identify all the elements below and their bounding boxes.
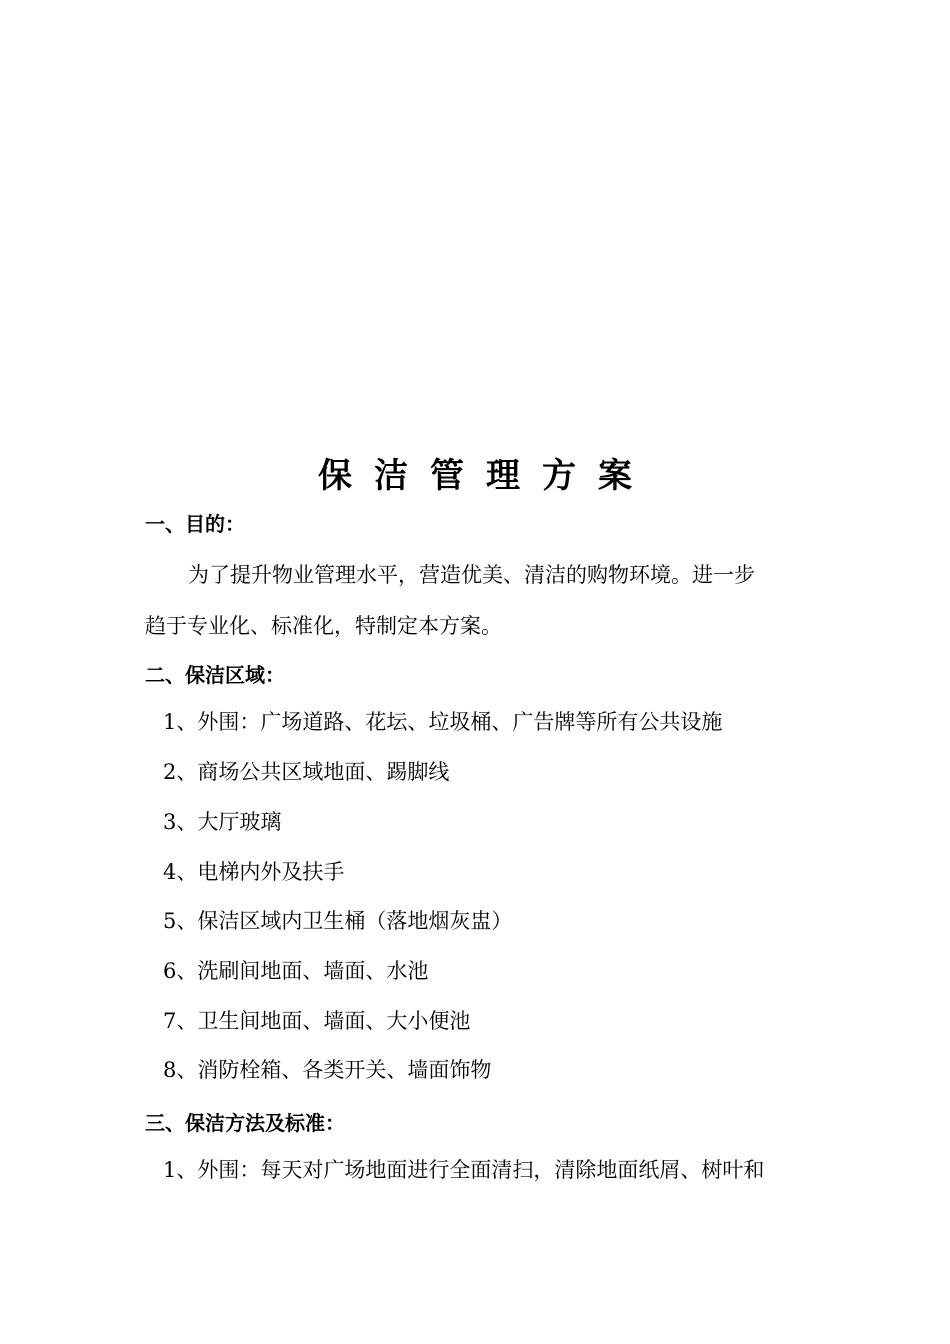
section-heading-methods-standards: 三、保洁方法及标准： [145,1111,345,1135]
purpose-paragraph-line-2: 趋于专业化、标准化，特制定本方案。 [145,614,502,638]
list-item: 8、消防栓箱、各类开关、墙面饰物 [163,1058,492,1082]
list-item: 5、保洁区域内卫生桶（落地烟灰盅） [163,909,513,933]
purpose-paragraph-line-1: 为了提升物业管理水平，营造优美、清洁的购物环境。进一步 [188,563,755,587]
list-item: 6、洗刷间地面、墙面、水池 [163,959,429,983]
list-item: 7、卫生间地面、墙面、大小便池 [163,1009,471,1033]
document-title: 保洁管理方案 [318,456,654,496]
list-item: 3、大厅玻璃 [163,810,282,834]
section-heading-cleaning-areas: 二、保洁区域： [145,663,285,687]
list-item: 2、商场公共区域地面、踢脚线 [163,760,450,784]
list-item: 1、外围：广场道路、花坛、垃圾桶、广告牌等所有公共设施 [163,710,723,734]
section-heading-purpose: 一、目的： [145,512,245,536]
list-item: 1、外围：每天对广场地面进行全面清扫，清除地面纸屑、树叶和 [163,1158,765,1182]
list-item: 4、电梯内外及扶手 [163,860,345,884]
